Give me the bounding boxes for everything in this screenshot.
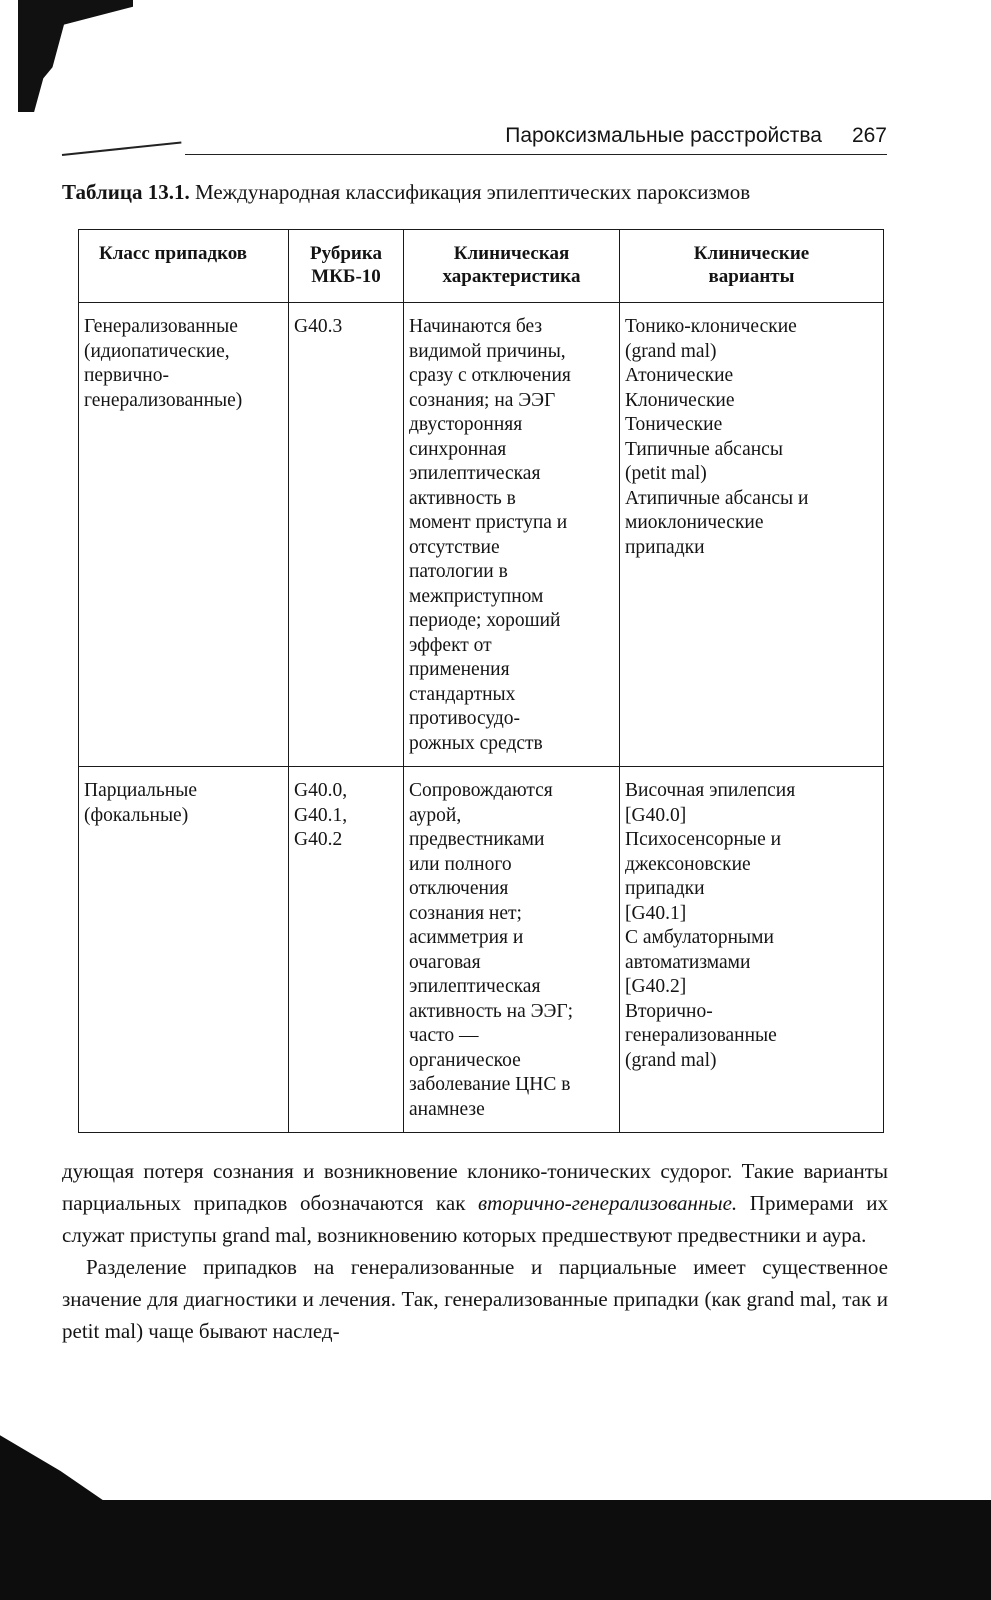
cell-line: двусторонняя bbox=[409, 414, 523, 435]
cell-line: часто — bbox=[409, 1025, 479, 1046]
header-line: Рубрика bbox=[309, 243, 383, 264]
cell-line: [G40.2] bbox=[625, 976, 687, 997]
header-line: Клинические bbox=[693, 243, 810, 264]
characteristic-cell bbox=[404, 767, 620, 1133]
cell-line: эпилептическая bbox=[409, 463, 541, 484]
scan-shadow-bottom-corner bbox=[0, 1420, 110, 1505]
cell-line: заболевание ЦНС в bbox=[409, 1074, 571, 1095]
cell-line: сразу с отключения bbox=[409, 365, 571, 386]
cell-line: Височная эпилепсия bbox=[625, 780, 796, 801]
table-header-row bbox=[79, 230, 884, 303]
cell-line: припадки bbox=[625, 878, 705, 899]
cell-line: генерализованные) bbox=[84, 389, 243, 411]
cell-line: применения bbox=[409, 659, 510, 680]
header-line: Клиническая bbox=[453, 243, 570, 264]
icd-code-cell bbox=[289, 767, 404, 1133]
cell-line: эффект от bbox=[409, 634, 492, 656]
characteristic-cell bbox=[404, 303, 620, 767]
cell-line: стандартных bbox=[409, 683, 516, 705]
cell-line: первично- bbox=[84, 365, 169, 386]
cell-line: джексоновские bbox=[625, 853, 751, 875]
paragraph-1 bbox=[62, 1155, 888, 1251]
cell-line: отключения bbox=[409, 878, 509, 899]
header-line: варианты bbox=[708, 266, 795, 287]
cell-line: или полного bbox=[409, 853, 512, 875]
cell-line: анамнезе bbox=[409, 1098, 485, 1120]
cell-line: момент приступа и bbox=[409, 512, 568, 533]
table-caption bbox=[62, 180, 902, 205]
header-rule bbox=[62, 141, 182, 156]
table-header-cell bbox=[79, 230, 289, 303]
body-text bbox=[62, 1155, 888, 1347]
cell-line: Типичные абсансы bbox=[625, 438, 783, 460]
cell-line: Парциальные bbox=[84, 780, 198, 801]
cell-line: Тонико-клонические bbox=[625, 316, 797, 337]
cell-line: асимметрия и bbox=[409, 927, 524, 948]
cell-line: (grand mal) bbox=[625, 340, 717, 362]
cell-line: эпилептическая bbox=[409, 976, 541, 997]
cell-line: Тонические bbox=[625, 414, 723, 435]
table-header-cell bbox=[620, 230, 884, 303]
scan-shadow-top bbox=[18, 0, 133, 112]
cell-line: предвестниками bbox=[409, 829, 545, 850]
classification-table bbox=[78, 229, 884, 1133]
cell-line: активность в bbox=[409, 487, 516, 509]
variants-cell bbox=[620, 767, 884, 1133]
cell-line: G40.2 bbox=[294, 829, 343, 850]
page-number: 267 bbox=[851, 124, 887, 147]
table-header-cell bbox=[404, 230, 620, 303]
cell-line: Вторично- bbox=[625, 1000, 713, 1022]
paragraph-1-end: Примерами их служат приступы grand mal, возникновению которых предшествуют предвестники и аура. bbox=[62, 1191, 888, 1247]
cell-line: Атипичные абсансы и bbox=[625, 487, 809, 509]
cell-line: противосудо- bbox=[409, 708, 521, 729]
cell-line: активность на ЭЭГ; bbox=[409, 1000, 574, 1022]
cell-line: [G40.1] bbox=[625, 902, 687, 924]
cell-line: С амбулаторными bbox=[625, 927, 774, 948]
table-row bbox=[79, 303, 884, 767]
cell-line: отсутствие bbox=[409, 536, 500, 558]
cell-line: Клонические bbox=[625, 389, 735, 411]
header-line: характеристика bbox=[442, 266, 581, 287]
cell-line: G40.3 bbox=[294, 316, 343, 337]
cell-line: Генерализованные bbox=[84, 316, 238, 337]
cell-line: очаговая bbox=[409, 951, 481, 973]
table-header-cell bbox=[289, 230, 404, 303]
cell-line: (идиопатические, bbox=[84, 340, 230, 362]
cell-line: припадки bbox=[625, 536, 705, 558]
cell-line: [G40.0] bbox=[625, 804, 687, 826]
cell-line: Начинаются без bbox=[409, 316, 543, 337]
paragraph-1-emphasis: вторично-генерализованные. bbox=[478, 1191, 738, 1215]
header-line: МКБ-10 bbox=[311, 266, 381, 287]
running-head-title: Пароксизмальные расстройства bbox=[505, 124, 822, 147]
cell-line: сознания нет; bbox=[409, 902, 522, 924]
cell-line: аурой, bbox=[409, 804, 462, 826]
table-caption-text: Международная классификация эпилептических пароксизмов bbox=[194, 180, 751, 204]
cell-line: G40.0, bbox=[294, 780, 348, 801]
cell-line: G40.1, bbox=[294, 804, 348, 826]
class-cell bbox=[79, 767, 289, 1133]
cell-line: (фокальные) bbox=[84, 804, 189, 826]
running-head bbox=[185, 118, 887, 155]
cell-line: синхронная bbox=[409, 438, 507, 460]
scan-shadow-bottom bbox=[0, 1500, 991, 1600]
table-row bbox=[79, 767, 884, 1133]
cell-line: (petit mal) bbox=[625, 463, 707, 484]
paragraph-1-start: дующая потеря сознания и возникновение клонико-тонических судорог. Такие варианты парциальных припадков обозначаются как bbox=[62, 1159, 888, 1215]
icd-code-cell bbox=[289, 303, 404, 767]
cell-line: миоклонические bbox=[625, 512, 764, 533]
paragraph-2: Разделение припадков на генерализованные и парциальные имеет существенное значение для диагностики и лечения. Так, генерализованные припадки (как grand mal, так и petit mal) чаще бывают наслед- bbox=[62, 1255, 888, 1343]
table-caption-label: Таблица 13.1. bbox=[62, 180, 190, 204]
header-line: Класс припадков bbox=[99, 243, 248, 264]
cell-line: видимой причины, bbox=[409, 340, 566, 362]
cell-line: патологии в bbox=[409, 561, 508, 582]
cell-line: сознания; на ЭЭГ bbox=[409, 389, 556, 411]
cell-line: (grand mal) bbox=[625, 1049, 717, 1071]
variants-cell bbox=[620, 303, 884, 767]
cell-line: межприступном bbox=[409, 585, 544, 607]
cell-line: рожных средств bbox=[409, 732, 543, 754]
cell-line: генерализованные bbox=[625, 1025, 777, 1046]
cell-line: Сопровождаются bbox=[409, 780, 553, 801]
cell-line: Психосенсорные и bbox=[625, 829, 782, 850]
cell-line: органическое bbox=[409, 1049, 521, 1071]
cell-line: автоматизмами bbox=[625, 951, 751, 973]
cell-line: Атонические bbox=[625, 365, 734, 386]
cell-line: периоде; хороший bbox=[409, 610, 561, 631]
class-cell bbox=[79, 303, 289, 767]
